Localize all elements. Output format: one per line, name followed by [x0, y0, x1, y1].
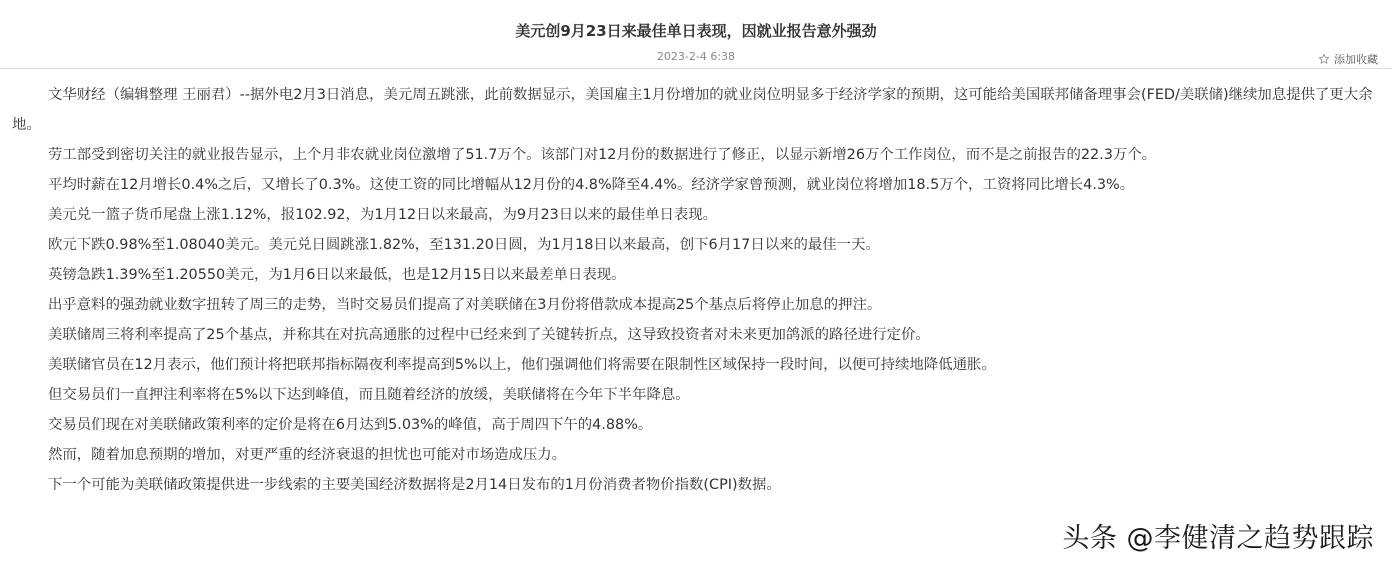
article-body [12, 80, 1374, 500]
article-header [0, 0, 1392, 69]
paragraph: 文华财经（编辑整理 王丽君）--据外电2月3日消息，美元周五跳涨，此前数据显示，美国雇主1月份增加的就业岗位明显多于经济学家的预期，这可能给美国联邦储备理事会(FED/美联储)继续加息提供了更大余地。 [12, 87, 1373, 133]
paragraph: 出乎意料的强劲就业数字扭转了周三的走势，当时交易员们提高了对美联储在3月份将借款成本提高25个基点后将停止加息的押注。 [48, 297, 882, 313]
paragraph: 然而，随着加息预期的增加，对更严重的经济衰退的担忧也可能对市场造成压力。 [48, 447, 567, 463]
paragraph: 美元兑一篮子货币尾盘上涨1.12%，报102.92，为1月12日以来最高，为9月23日以来的最佳单日表现。 [48, 207, 718, 223]
paragraph: 但交易员们一直押注利率将在5%以下达到峰值，而且随着经济的放缓，美联储将在今年下半年降息。 [48, 387, 690, 403]
paragraph: 英镑急跌1.39%至1.20550美元，为1月6日以来最低，也是12月15日以来最差单日表现。 [48, 267, 626, 283]
article-date: 2023-2-4 6:38 [656, 50, 736, 63]
paragraph: 美联储周三将利率提高了25个基点，并称其在对抗高通胀的过程中已经来到了关键转折点，这导致投资者对未来更加鸽派的路径进行定价。 [48, 327, 930, 343]
paragraph: 下一个可能为美联储政策提供进一步线索的主要美国经济数据将是2月14日发布的1月份消费者物价指数(CPI)数据。 [48, 477, 781, 493]
paragraph: 交易员们现在对美联储政策利率的定价是将在6月达到5.03%的峰值，高于周四下午的4.88%。 [48, 417, 653, 433]
paragraph: 平均时薪在12月增长0.4%之后，又增长了0.3%。这使工资的同比增幅从12月份的4.8%降至4.4%。经济学家曾预测，就业岗位将增加18.5万个，工资将同比增长4.3%。 [48, 177, 1135, 193]
add-favorite-button[interactable] [1318, 51, 1378, 67]
paragraph: 劳工部受到密切关注的就业报告显示，上个月非农就业岗位激增了51.7万个。该部门对12月份的数据进行了修正，以显示新增26万个工作岗位，而不是之前报告的22.3万个。 [48, 147, 1157, 163]
paragraph: 欧元下跌0.98%至1.08040美元。美元兑日圆跳涨1.82%，至131.20日圆，为1月18日以来最高，创下6月17日以来的最佳一天。 [48, 237, 880, 253]
watermark: 头条 @李健清之趋势跟踪 [1062, 523, 1374, 554]
add-favorite-label: 添加收藏 [1334, 53, 1378, 66]
paragraph: 美联储官员在12月表示，他们预计将把联邦指标隔夜利率提高到5%以上，他们强调他们将需要在限制性区域保持一段时间，以便可持续地降低通胀。 [48, 357, 996, 373]
star-outline-icon [1318, 53, 1330, 65]
article-title: 美元创9月23日来最佳单日表现，因就业报告意外强劲 [515, 22, 877, 40]
